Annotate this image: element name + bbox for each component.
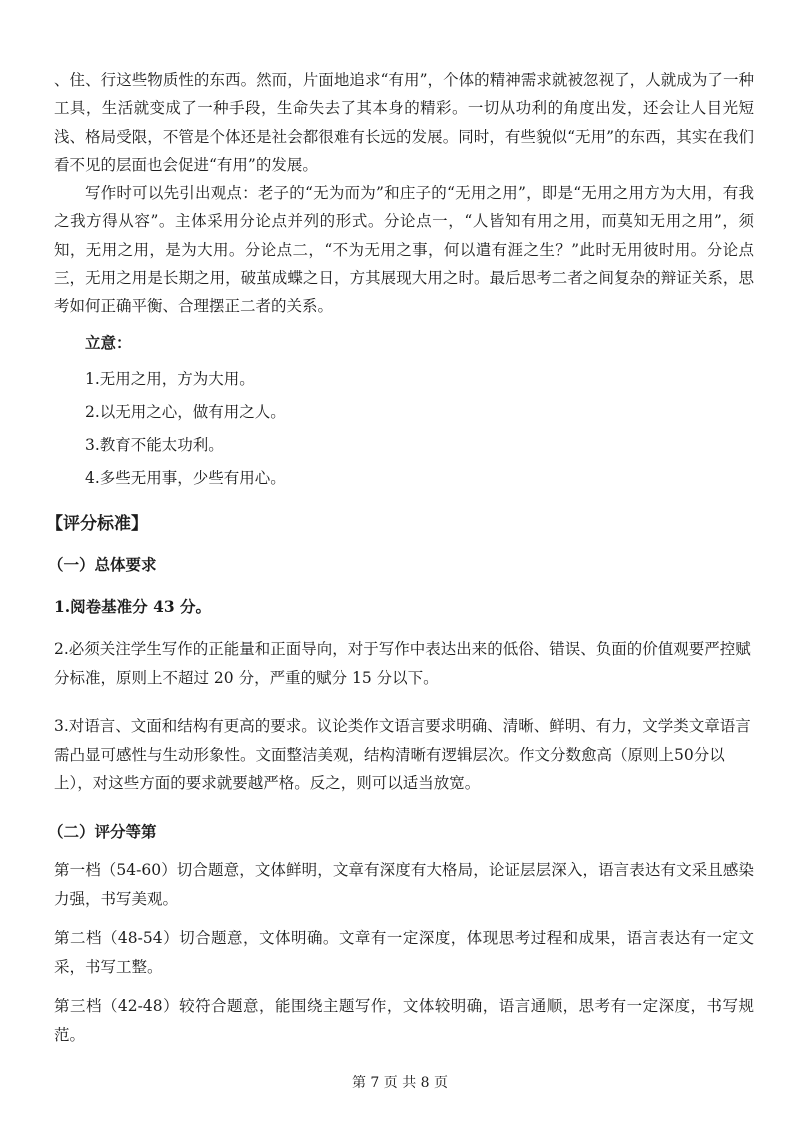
criteria-item-1: 1.阅卷基准分 43 分。: [54, 596, 212, 616]
general-requirements-heading: （一）总体要求: [48, 554, 157, 574]
list-item: 4.多些无用事，少些有用心。: [85, 468, 286, 487]
liyi-heading: 立意：: [85, 332, 132, 352]
criteria-item-3: 3.对语言、文面和结构有更高的要求。议论类作文语言要求明确、清晰、鲜明、有力，文学类文章语言需凸显可感性与生动形象性。文面整洁美观，结构清晰有逻辑层次。作文分数愈高（原则上50分以上），对这些方面的要求就要越严格。反之，则可以适当放宽。: [54, 717, 751, 793]
list-item: 3.教育不能太功利。: [85, 435, 224, 454]
criteria-heading: 【评分标准】: [46, 513, 148, 534]
body-paragraph-2: 写作时可以先引出观点：老子的“无为而为”和庄子的“无用之用”，即是“无用之用方为大用，有我之我方得从容”。主体采用分论点并列的形式。分论点一，“人皆知有用之用，而莫知无用之用”，须知，无用之用，是为大用。分论点二，“不为无用之事，何以遣有涯之生？”此时无用彼时用。分论点三，无用之用是长期之用，破茧成蝶之日，方其展现大用之时。最后思考二者之间复杂的辩证关系，思考如何正确平衡、合理摆正二者的关系。: [54, 184, 754, 316]
page-number: 第 7 页 共 8 页: [351, 1075, 449, 1091]
list-item: 2.以无用之心，做有用之人。: [85, 402, 286, 421]
grade-levels-heading: （二）评分等第: [48, 821, 157, 841]
criteria-item-2: 2.必须关注学生写作的正能量和正面导向，对于写作中表达出来的低俗、错误、负面的价值观要严控赋分标准，原则上不超过 20 分，严重的赋分 15 分以下。: [54, 640, 751, 687]
liyi-list: [85, 363, 754, 495]
tier-2: 第二档（48-54）切合题意，文体明确。文章有一定深度，体现思考过程和成果，语言表达有一定文采，书写工整。: [54, 928, 754, 976]
tier-1: 第一档（54-60）切合题意，文体鲜明，文章有深度有大格局，论证层层深入，语言表达有文采且感染力强，书写美观。: [54, 860, 754, 908]
list-item: 1.无用之用，方为大用。: [85, 369, 255, 388]
body-paragraph-1: 、住、行这些物质性的东西。然而，片面地追求“有用”，个体的精神需求就被忽视了，人就成为了一种工具，生活就变成了一种手段，生命失去了其本身的精彩。一切从功利的角度出发，还会让人目光短浅、格局受限，不管是个体还是社会都很难有长远的发展。同时，有些貌似“无用”的东西，其实在我们看不见的层面也会促进“有用”的发展。: [54, 71, 754, 174]
document-page: [46, 66, 754, 1050]
tier-3: 第三档（42-48）较符合题意，能围绕主题写作，文体较明确，语言通顺，思考有一定深度，书写规范。: [54, 996, 754, 1044]
